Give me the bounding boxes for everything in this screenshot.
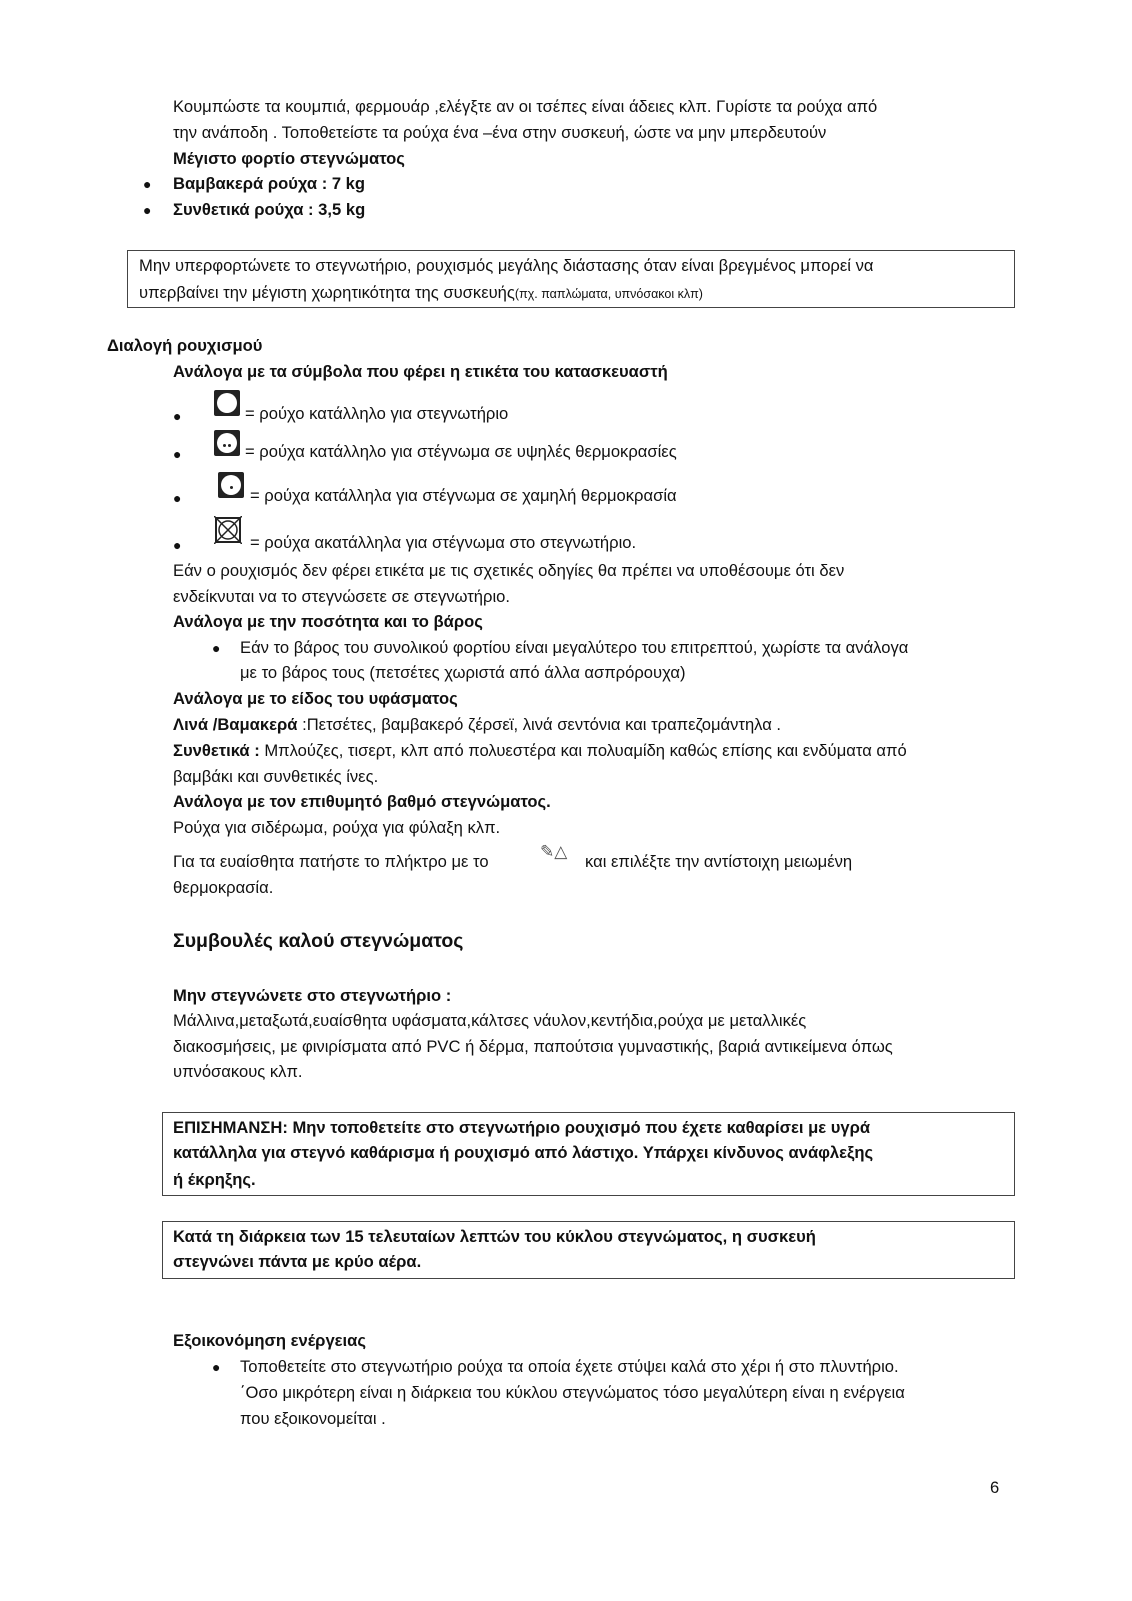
paragraph-line: διακοσμήσεις, με φινιρίσματα από PVC ή δέρμα, παπούτσια γυμναστικής, βαριά αντικείμενα όπως [173,1037,893,1056]
paragraph-line [173,715,781,735]
section-title: Εξοικονόμηση ενέργειας [173,1331,366,1350]
synthetic-text: Μπλούζες, τισερτ, κλπ από πολυεστέρα και πολυαμίδη καθώς επίσης και ενδύματα από [259,741,907,760]
symbol-text: = ρούχα κατάλληλο για στέγνωμα σε υψηλές θερμοκρασίες [245,442,677,461]
warning-line: ΕΠΙΣΗΜΑΝΣΗ: Μην τοποθετείτε στο στεγνωτήριο ρουχισμό που έχετε καθαρίσει με υγρά [173,1118,871,1137]
paragraph-line: θερμοκρασία. [173,878,274,897]
cool-air-note-box [162,1221,1015,1279]
bullet-icon: ● [173,537,182,553]
subsection-title: Ανάλογα με το είδος του υφάσματος [173,689,458,708]
paragraph-line: με το βάρος τους (πετσέτες χωριστά από άλλα ασπρόρουχα) [240,663,686,682]
load-item: Συνθετικά ρούχα : 3,5 kg [173,200,366,219]
intro-line: την ανάποδη . Τοποθετείστε τα ρούχα ένα –ένα στην συσκευή, ώστε να μην μπερδευτούν [173,123,827,142]
note-line [139,283,703,304]
paragraph-line [173,741,907,761]
section-title: Διαλογή ρουχισμού [107,336,263,355]
paragraph-line: Εάν το βάρος του συνολικού φορτίου είναι μεγαλύτερο του επιτρεπτού, χωρίστε τα ανάλογα [240,638,909,657]
paragraph-line: βαμβάκι και συνθετικές ίνες. [173,767,379,786]
symbol-text: = ρούχα κατάλληλα για στέγνωμα σε χαμηλή θερμοκρασία [250,486,677,505]
bullet-icon: ● [173,446,182,462]
note-small-text: (πχ. παπλώματα, υπνόσακοι κλπ) [514,287,703,301]
subsection-title: Ανάλογα με τον επιθυμητό βαθμό στεγνώματος. [173,792,551,811]
tumble-dry-high-heat-icon [214,430,240,456]
subsection-title: Μην στεγνώνετε στο στεγνωτήριο : [173,986,452,1005]
paragraph-line: Ρούχα για σιδέρωμα, ρούχα για φύλαξη κλπ. [173,818,501,837]
subsection-title: Ανάλογα με τα σύμβολα που φέρει η ετικέτα του κατασκευαστή [173,362,668,381]
overload-note-box [127,250,1015,308]
delicate-button-icon: ✎△ [540,842,568,861]
tips-heading: Συμβουλές καλού στεγνώματος [173,930,464,952]
synthetic-label: Συνθετικά : [173,741,260,760]
paragraph-line: ΄Οσο μικρότερη είναι η διάρκεια του κύκλου στεγνώματος τόσο μεγαλύτερη είναι η ενέργεια [240,1383,905,1402]
warning-line: κατάλληλα για στεγνό καθάρισμα ή ρουχισμό από λάστιχο. Υπάρχει κίνδυνος ανάφλεξης [173,1143,874,1162]
symbol-text: = ρούχα ακατάλληλα για στέγνωμα στο στεγνωτήριο. [250,533,637,552]
paragraph-line: Μάλλινα,μεταξωτά,ευαίσθητα υφάσματα,κάλτσες νάυλον,κεντήδια,ρούχα με μεταλλικές [173,1011,807,1030]
symbol-text: = ρούχο κατάλληλο για στεγνωτήριο [245,404,509,423]
max-load-title: Μέγιστο φορτίο στεγνώματος [173,149,405,168]
tumble-dry-icon [214,390,240,416]
paragraph-line: και επιλέξτε την αντίστοιχη μειωμένη [585,852,853,871]
paragraph-line: που εξοικονομείται . [240,1409,386,1428]
warning-line: ή έκρηξης. [173,1170,256,1189]
do-not-tumble-dry-icon [214,516,242,544]
bullet-icon: ● [143,176,152,192]
paragraph-line: Εάν ο ρουχισμός δεν φέρει ετικέτα με τις σχετικές οδηγίες θα πρέπει να υποθέσουμε ότι δεν [173,561,845,580]
bullet-icon: ● [212,1359,221,1375]
linen-text: :Πετσέτες, βαμβακερό ζέρσεϊ, λινά σεντόνια και τραπεζομάντηλα . [297,715,782,734]
bullet-icon: ● [212,640,221,656]
paragraph-line: υπνόσακους κλπ. [173,1062,303,1081]
subsection-title: Ανάλογα με την ποσότητα και το βάρος [173,612,483,631]
note-line: Μην υπερφορτώνετε το στεγνωτήριο, ρουχισμός μεγάλης διάστασης όταν είναι βρεγμένος μπορεί να [139,256,874,275]
paragraph-line: ενδείκνυται να το στεγνώσετε σε στεγνωτήριο. [173,587,511,606]
linen-label: Λινά /Βαμακερά [173,715,298,734]
note-line: στεγνώνει πάντα με κρύο αέρα. [173,1252,422,1271]
intro-line: Κουμπώστε τα κουμπιά, φερμουάρ ,ελέγξτε αν οι τσέπες είναι άδειες κλπ. Γυρίστε τα ρούχα από [173,97,878,116]
note-line: Κατά τη διάρκεια των 15 τελευταίων λεπτών του κύκλου στεγνώματος, η συσκευή [173,1227,816,1246]
bullet-icon: ● [143,202,152,218]
load-item: Βαμβακερά ρούχα : 7 kg [173,174,366,193]
page-number: 6 [990,1478,1000,1497]
warning-box [162,1112,1015,1196]
bullet-icon: ● [173,490,182,506]
tumble-dry-low-heat-icon [218,472,244,498]
bullet-icon: ● [173,408,182,424]
paragraph-line: Για τα ευαίσθητα πατήστε το πλήκτρο με το [173,852,489,871]
note-text: υπερβαίνει την μέγιστη χωρητικότητα της συσκευής [139,283,515,302]
paragraph-line: Τοποθετείτε στο στεγνωτήριο ρούχα τα οποία έχετε στύψει καλά στο χέρι ή στο πλυντήριο. [240,1357,899,1376]
